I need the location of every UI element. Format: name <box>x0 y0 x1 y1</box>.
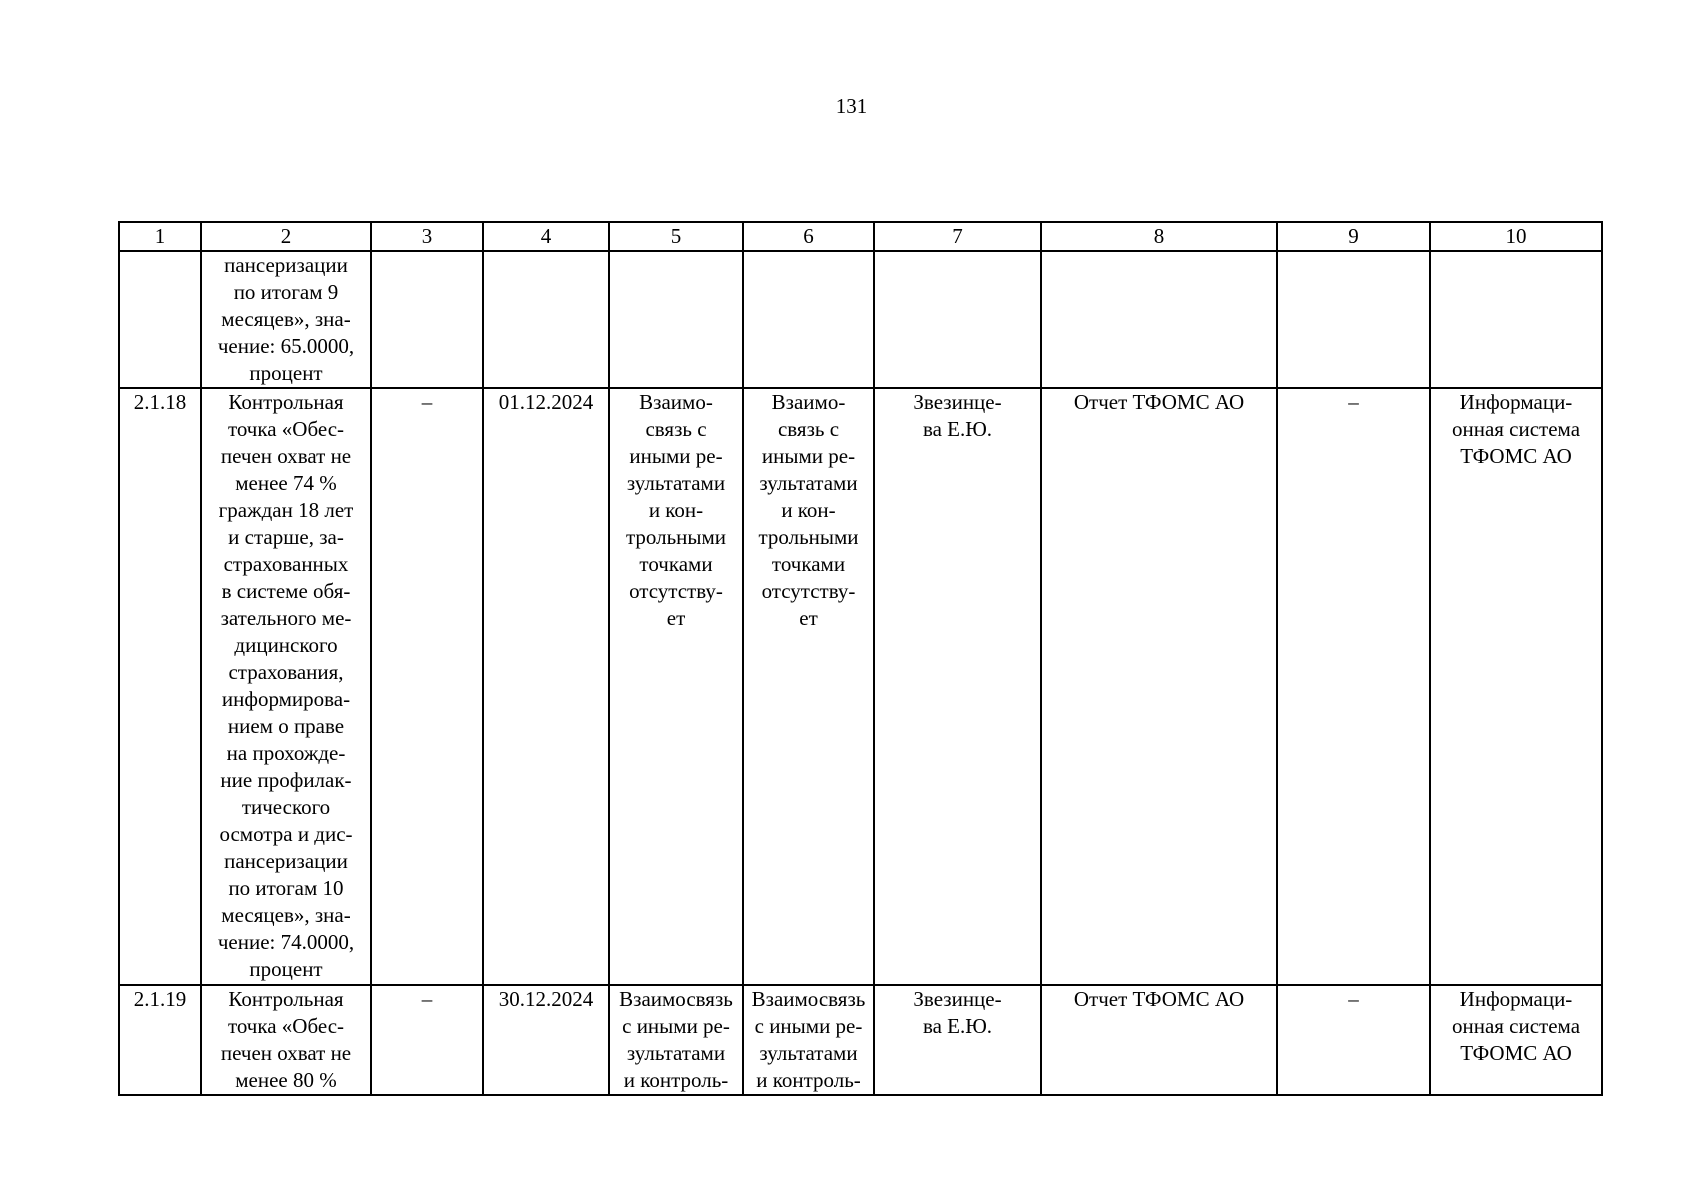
cell-responsible: Звезинце- ва Е.Ю. <box>874 388 1041 985</box>
page-number: 131 <box>835 94 868 118</box>
cell-date: 01.12.2024 <box>483 388 609 985</box>
cell-info-system: Информаци- онная система ТФОМС АО <box>1430 388 1602 985</box>
cell-date: 30.12.2024 <box>483 985 609 1095</box>
cell-number: 2.1.18 <box>119 388 201 985</box>
cell-relation: Взаимо- связь с иными ре- зультатами и кон- трольными точками отсутству- ет <box>743 388 874 985</box>
column-header: 10 <box>1430 222 1602 251</box>
cell-document: Отчет ТФОМС АО <box>1041 388 1277 985</box>
cell-col9: – <box>1277 388 1430 985</box>
cell-col3: – <box>371 388 483 985</box>
cell-relation <box>609 251 743 388</box>
column-header: 3 <box>371 222 483 251</box>
column-header: 9 <box>1277 222 1430 251</box>
cell-info-system <box>1430 251 1602 388</box>
column-header: 7 <box>874 222 1041 251</box>
cell-date <box>483 251 609 388</box>
cell-description: Контрольная точка «Обес- печен охват не менее 80 % <box>201 985 371 1095</box>
control-points-table <box>118 221 1603 1096</box>
table-row <box>119 388 1602 985</box>
cell-col3 <box>371 251 483 388</box>
cell-col3: – <box>371 985 483 1095</box>
header-row <box>119 222 1602 251</box>
cell-col9: – <box>1277 985 1430 1095</box>
column-header: 8 <box>1041 222 1277 251</box>
column-header: 6 <box>743 222 874 251</box>
column-header: 2 <box>201 222 371 251</box>
cell-responsible: Звезинце- ва Е.Ю. <box>874 985 1041 1095</box>
cell-responsible <box>874 251 1041 388</box>
cell-description: Контрольная точка «Обес- печен охват не менее 74 % граждан 18 лет и старше, за- страхованных в системе обя- зательного ме- дицинского страхования, информирова- нием о праве на прохожде- ние профилак- тического осмотра и дис- пансеризации по итогам 10 месяцев», зна- чение: 74.0000, процент <box>201 388 371 985</box>
column-header: 1 <box>119 222 201 251</box>
column-header: 5 <box>609 222 743 251</box>
cell-number <box>119 251 201 388</box>
cell-relation: Взаимо- связь с иными ре- зультатами и кон- трольными точками отсутству- ет <box>609 388 743 985</box>
cell-info-system: Информаци- онная система ТФОМС АО <box>1430 985 1602 1095</box>
cell-description: пансеризации по итогам 9 месяцев», зна- чение: 65.0000, процент <box>201 251 371 388</box>
cell-col9 <box>1277 251 1430 388</box>
cell-document <box>1041 251 1277 388</box>
cell-document: Отчет ТФОМС АО <box>1041 985 1277 1095</box>
cell-relation: Взаимосвязь с иными ре- зультатами и контроль- <box>609 985 743 1095</box>
table-row <box>119 985 1602 1095</box>
table-row-continuation <box>119 251 1602 388</box>
cell-number: 2.1.19 <box>119 985 201 1095</box>
column-header: 4 <box>483 222 609 251</box>
cell-relation: Взаимосвязь с иными ре- зультатами и контроль- <box>743 985 874 1095</box>
cell-relation <box>743 251 874 388</box>
